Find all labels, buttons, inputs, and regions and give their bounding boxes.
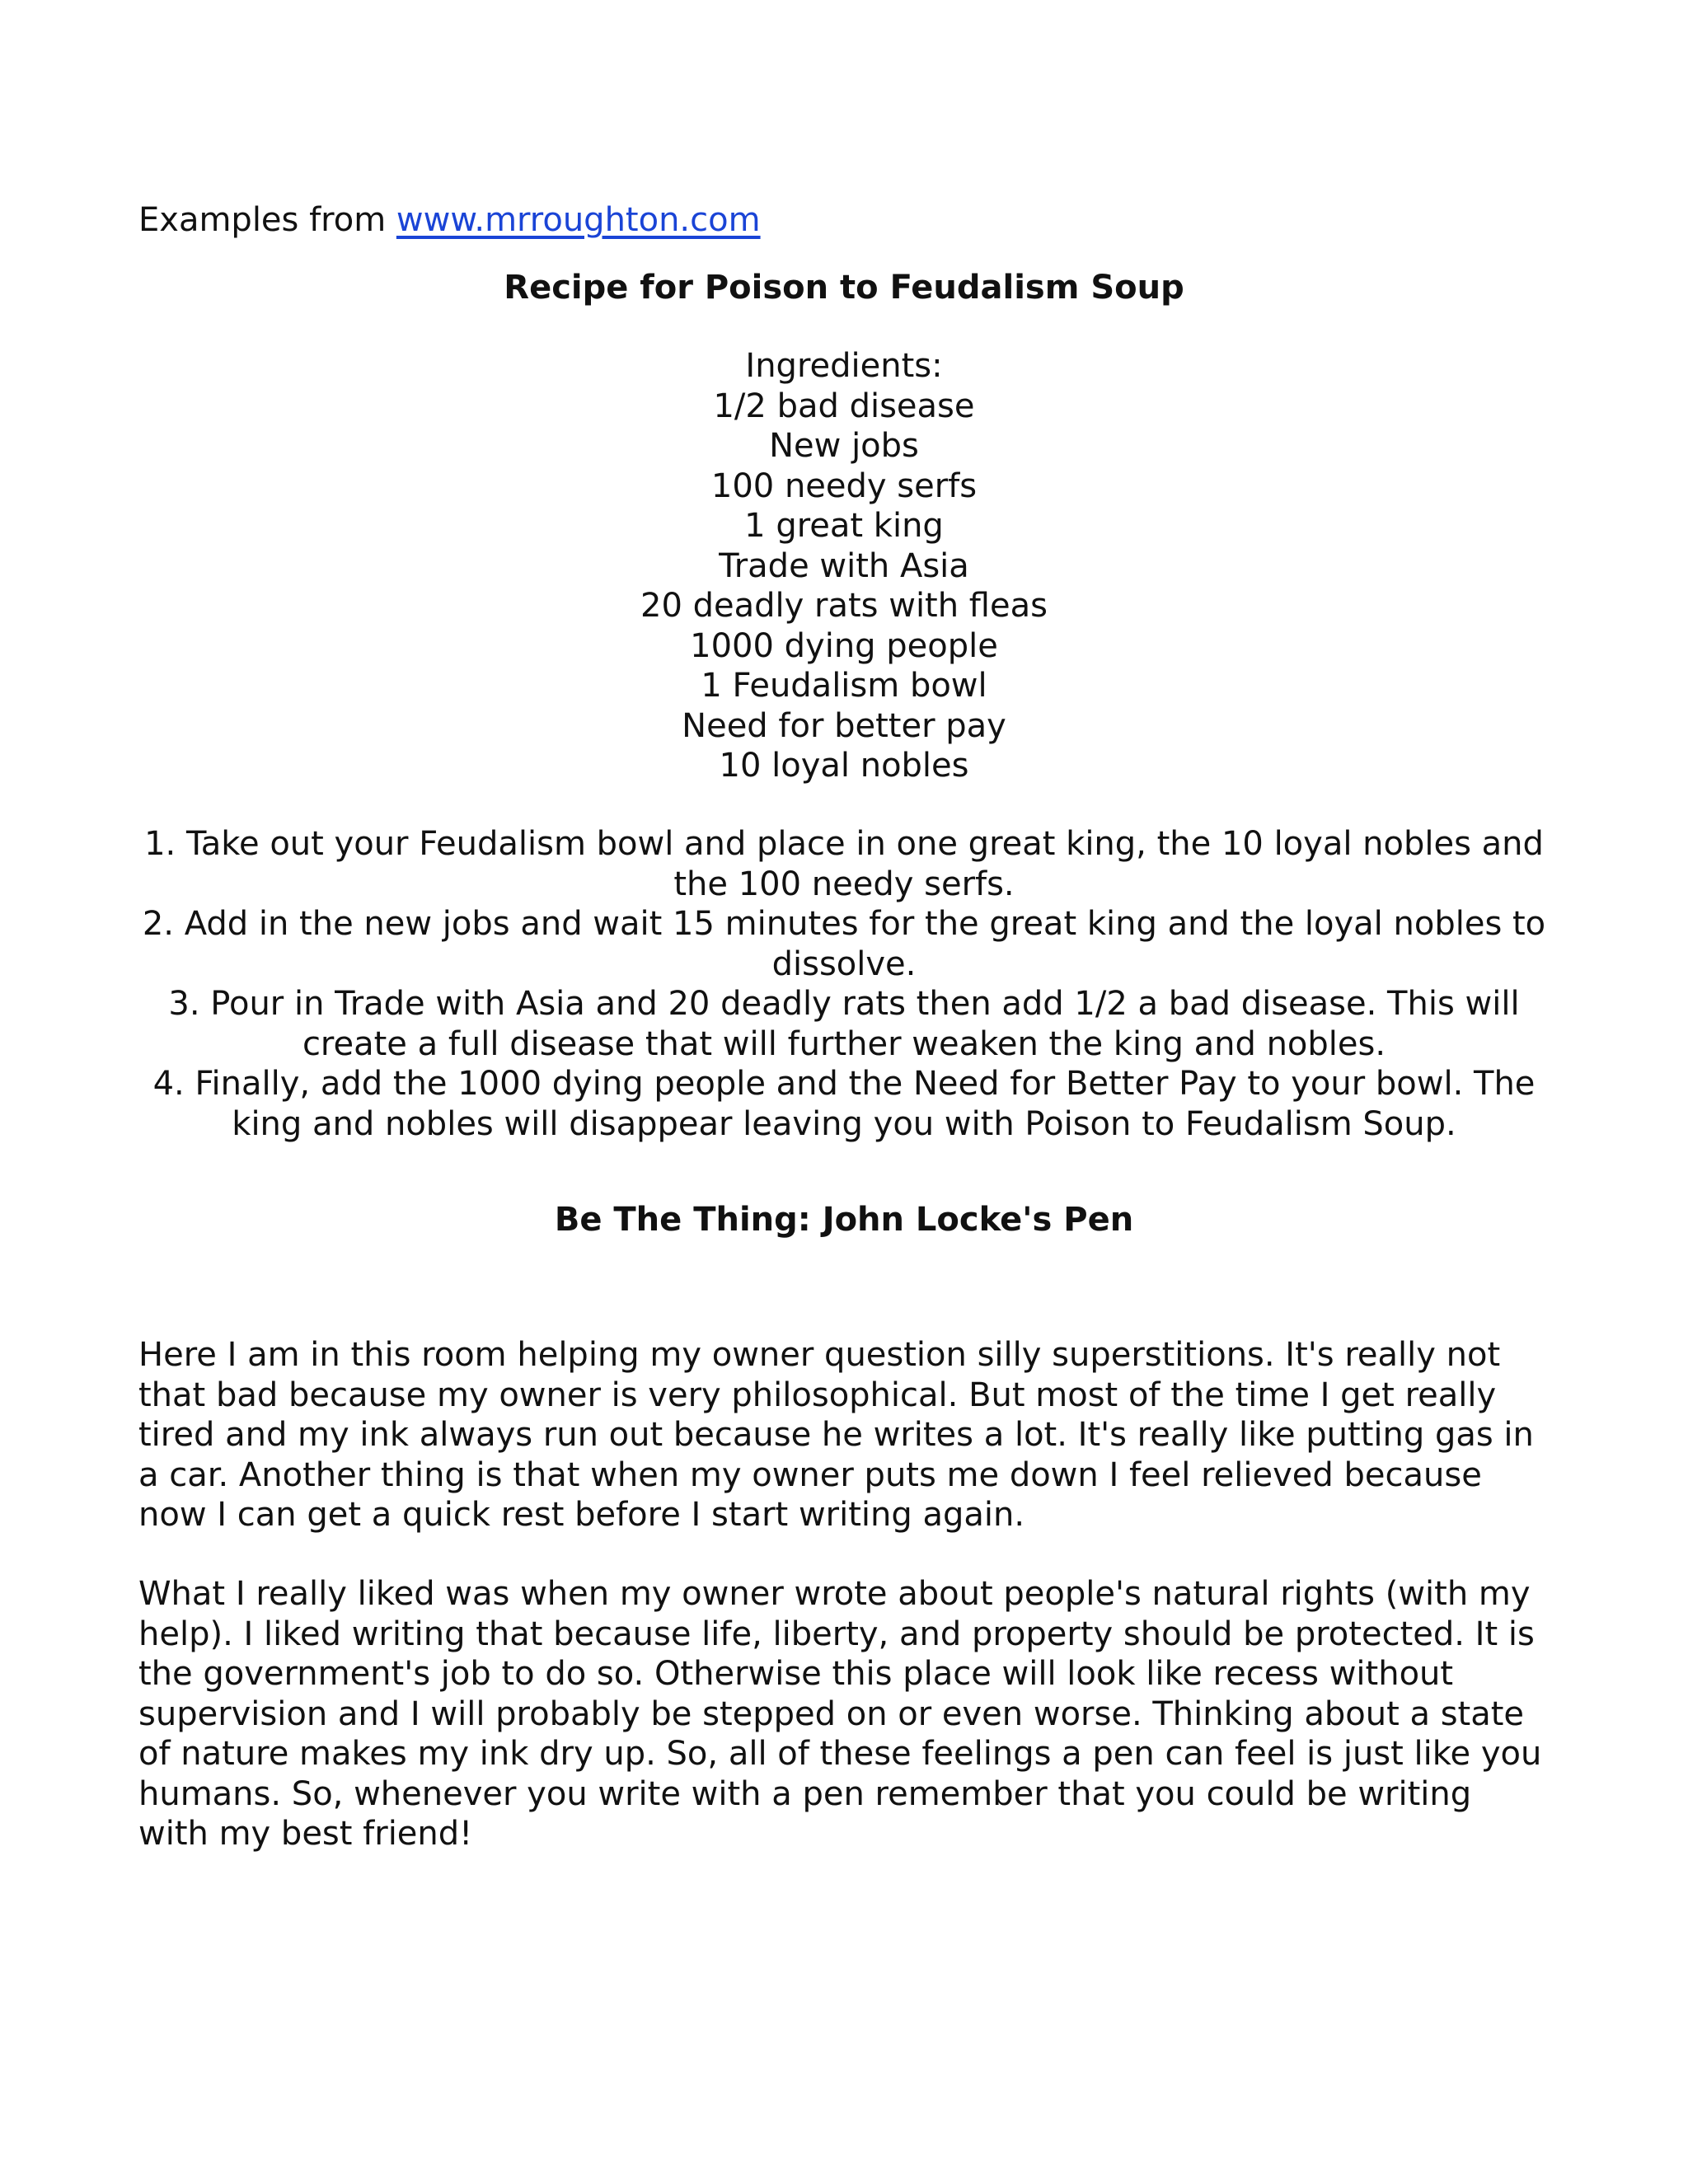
recipe-step: 4. Finally, add the 1000 dying people and the Need for Better Pay to your bowl. The king and nobles will disappear leaving you with Poison to Feudalism Soup. <box>152 1065 1536 1143</box>
recipe-step: 1. Take out your Feudalism bowl and place in one great king, the 10 loyal nobles and the 100 needy serfs. <box>144 825 1544 903</box>
ingredient-item: New jobs <box>769 427 919 465</box>
ingredient-item: 1000 dying people <box>690 626 998 665</box>
ingredient-item: 100 needy serfs <box>710 466 978 505</box>
ingredients-heading: Ingredients: <box>745 347 943 385</box>
ingredients-list <box>138 346 1550 786</box>
essay-paragraph: Here I am in this room helping my owner question silly superstitions. It's really not that bad because my owner is very philosophical. But most of the time I get really tired and my ink always run out because he writes a lot. It's really like putting gas in a car. Another thing is that when my owner puts me down I feel relieved because now I can get a quick rest before I start writing again. <box>138 1336 1534 1534</box>
source-link[interactable]: www.mrroughton.com <box>396 201 761 239</box>
ingredient-item: 1 great king <box>744 507 944 545</box>
ingredient-item: Trade with Asia <box>719 546 969 585</box>
recipe-steps <box>138 824 1550 1144</box>
recipe-step: 3. Pour in Trade with Asia and 20 deadly rats then add 1/2 a bad disease. This will create a full disease that will further weaken the king and nobles. <box>168 985 1520 1063</box>
ingredient-item: Need for better pay <box>682 706 1006 745</box>
ingredient-item: 1 Feudalism bowl <box>701 667 987 705</box>
ingredient-item: 20 deadly rats with fleas <box>640 587 1048 625</box>
ingredient-item: 1/2 bad disease <box>713 387 975 425</box>
essay-title: Be The Thing: John Locke's Pen <box>554 1201 1134 1239</box>
source-prefix: Examples from <box>138 201 396 239</box>
source-line <box>138 199 761 241</box>
recipe-step: 2. Add in the new jobs and wait 15 minutes for the great king and the loyal nobles to dissolve. <box>142 905 1546 983</box>
recipe-title: Recipe for Poison to Feudalism Soup <box>504 269 1184 307</box>
ingredient-item: 10 loyal nobles <box>719 747 969 785</box>
essay-paragraph: What I really liked was when my owner wrote about people's natural rights (with my help). I liked writing that because life, liberty, and property should be protected. It is the government's job to do so. Otherwise this place will look like recess without supervision and I will probably be stepped on or even worse. Thinking about a state of nature makes my ink dry up. So, all of these feelings a pen can feel is just like you humans. So, whenever you write with a pen remember that you could be writing with my best friend! <box>138 1575 1542 1853</box>
